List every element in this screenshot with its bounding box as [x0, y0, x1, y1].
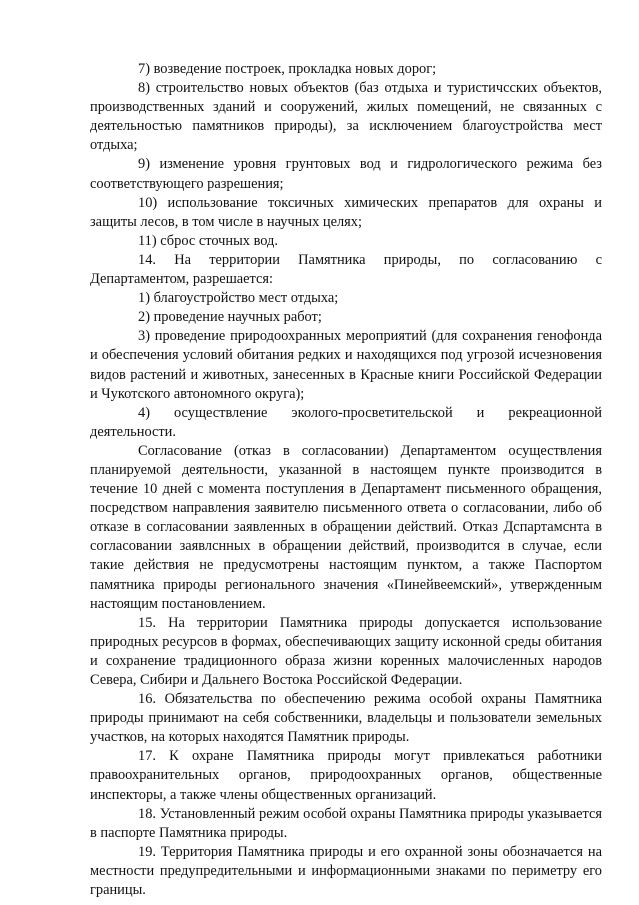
paragraph-clause-18: 18. Установленный режим особой охраны Памятника природы указывается в паспорте Памятника природы.	[90, 805, 602, 841]
paragraph-clause-14: 14. На территории Памятника природы, по согласованию с Департаментом, разрешается:	[90, 251, 602, 288]
paragraph-clause-19: 19. Территория Памятника природы и его охранной зоны обозначается на местности предупредительными и информационными знаками по периметру его границы.	[90, 843, 602, 899]
document-body	[90, 60, 602, 900]
paragraph-clause-17: 17. К охране Памятника природы могут привлекаться работники правоохранительных органов, природоохранных органов, общественные инспекторы, а также члены общественных организаций.	[90, 748, 602, 803]
paragraph-item-10-chemicals: 10) использование токсичных химических препаратов для охраны и защиты лесов, в том числе в научных целях;	[90, 194, 602, 230]
paragraph-approval-procedure: Согласование (отказ в согласовании) Департаментом осуществления планируемой деятельности, указанной в настоящем пункте производится в течение 10 дней с момента поступления в Департамент письменного обращения, посредством направления заявителю письменного ответа о согласовании, либо об отказе в согласовании заявленных в обращении действий. Отказ Дспартамснта в согласовании заявлснных в обращении действий, производится в случае, если такие действия не предусмотрены настоящим пунктом, а также Паспортом памятника природы регионального значения «Пинейвеемский», утвержденным настоящим постановлением.	[90, 442, 602, 612]
paragraph-item-9-groundwater: 9) изменение уровня грунтовых вод и гидрологического режима без соответствующего разрешения;	[90, 156, 602, 192]
paragraph-item-7-construction: 7) возведение построек, прокладка новых дорог;	[138, 61, 437, 77]
paragraph-clause-16: 16. Обязательства по обеспечению режима особой охраны Памятника природы принимают на себя собственники, владельцы и пользователи земельных участков, на которых находятся Памятник природы.	[90, 691, 602, 746]
paragraph-item-11-wastewater: 11) сброс сточных вод.	[138, 232, 278, 249]
paragraph-allowed-1: 1) благоустройство мест отдыха;	[138, 290, 339, 307]
paragraph-allowed-3: 3) проведение природоохранных мероприятий (для сохранения генофонда и обеспечения условий обитания редких и находящихся под угрозой исчезновения видов растений и животных, занесенных в Красные книги Российской Федерации и Чукотского автономного округа);	[90, 328, 602, 402]
paragraph-clause-15: 15. На территории Памятника природы допускается использование природных ресурсов в формах, обеспечивающих защиту исконной среды обитания и сохранение традиционного образа жизни коренных малочисленных народов Севера, Сибири и Дальнего Востока Российской Федерации.	[90, 614, 602, 688]
paragraph-allowed-2: 2) проведение научных работ;	[138, 309, 322, 326]
paragraph-allowed-4: 4) осуществление эколого-просветительской и рекреационной деятельности.	[90, 404, 602, 440]
paragraph-item-8-new-objects: 8) строительство новых объектов (баз отдыха и туристичсских объектов, производственных зданий и сооружений, жилых помещений, не связанных с деятельностью памятников природы), за исключением благоустройства мест отдыха;	[90, 80, 602, 154]
